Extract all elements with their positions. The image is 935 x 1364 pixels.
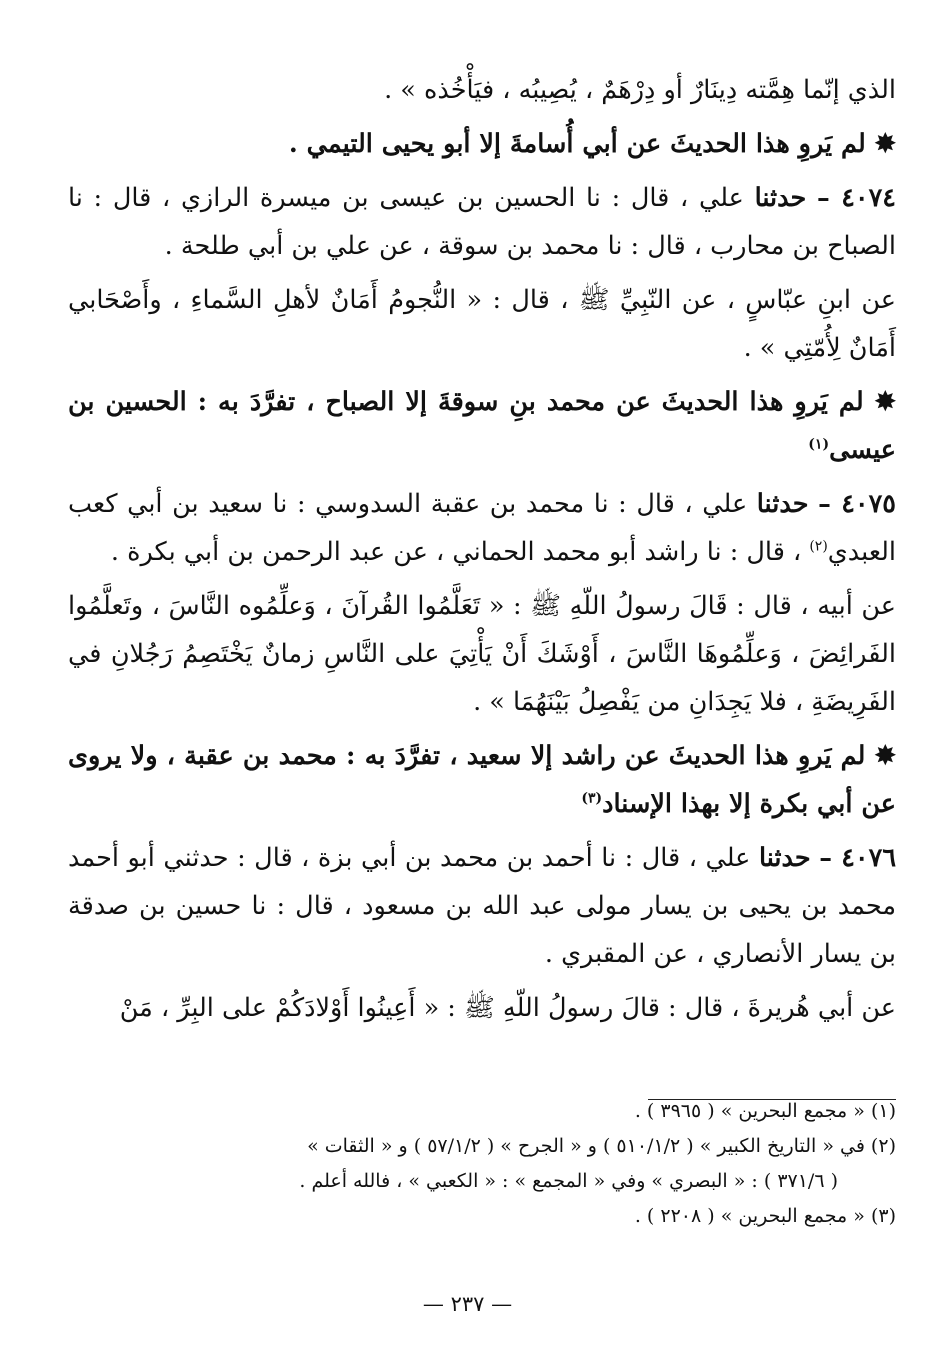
editor-note-text: لم يَروِ هذا الحديثَ عن راشد إلا سعيد ، تفرَّدَ به : محمد بن عقبة ، ولا يروى عن أبي بكرة إلا بهذا الإسناد xyxy=(68,741,896,819)
star-icon: ✸ xyxy=(865,129,896,159)
hadith-number: ٤٠٧٦ – xyxy=(819,843,897,873)
hadith-4075 xyxy=(68,480,896,576)
editor-note-text: لم يَروِ هذا الحديثَ عن محمد بنِ سوقةَ إلا الصباح ، تفرَّدَ به : الحسين بن عيسى xyxy=(68,387,896,465)
hadith-number: ٤٠٧٤ – xyxy=(817,183,897,213)
matn-text: عن ابنِ عبّاسٍ ، عن النّبِيِّ ﷺ ، قال : « النُّجومُ أَمَانٌ لأهلِ السَّماءِ ، وأَصْحَابي أَمَانٌ لِأُمّتِي » . xyxy=(68,285,896,363)
footnote-2-continued: ( ٣٧١/٦ ) : « البصري » وفي « المجمع » : « الكعبي » ، فالله أعلم . xyxy=(299,1170,838,1192)
hadith-number: ٤٠٧٥ – xyxy=(818,489,896,519)
haddathana-label: حدثنا xyxy=(754,183,807,213)
editor-note-text: لم يَروِ هذا الحديثَ عن أبي أُسامةَ إلا أبو يحيى التيمي . xyxy=(288,129,866,159)
footnotes xyxy=(68,1094,896,1234)
star-icon: ✸ xyxy=(865,741,896,771)
continuation-text: الذي إنّما هِمَّته دِينَارٌ أو دِرْهَمٌ ، يُصِيبُه ، فيَأْخُذه » . xyxy=(384,75,896,105)
hadith-4075-matn xyxy=(68,582,896,726)
hadith-4074-matn xyxy=(68,276,896,372)
isnad-text: علي ، قال : نا الحسين بن عيسى بن ميسرة الرازي ، قال : نا الصباح بن محارب ، قال : نا محمد بن سوقة ، عن علي بن أبي طلحة . xyxy=(68,183,896,261)
page-body xyxy=(68,66,896,1038)
haddathana-label: حدثنا xyxy=(758,843,811,873)
editor-note xyxy=(68,732,896,828)
isnad-text-continued: ، قال : نا راشد أبو محمد الحماني ، عن عبد الرحمن بن أبي بكرة . xyxy=(110,537,802,567)
star-icon: ✸ xyxy=(863,387,896,417)
matn-text: عن أبيه ، قال : قَالَ رسولُ اللّهِ ﷺ : « تَعَلَّمُوا القُرآنَ ، وَعلِّمُوه النَّاسَ ، وتَعلَّمُوا الفَرائِضَ ، وَعلِّمُوهَا النَّاسَ ، أَوْشَكَ أَنْ يَأْتِيَ على النَّاسِ زمانٌ يَخْتَصِمُ رَجُلانِ في الفَرِيضَةِ ، فلا يَجِدَانِ من يَفْصِلُ بَيْنَهُمَا » . xyxy=(68,591,896,717)
page-number: — ٢٣٧ — xyxy=(422,1292,513,1316)
footnote-ref: (٢) xyxy=(809,538,828,555)
editor-note xyxy=(68,120,896,168)
continuation-line xyxy=(68,66,896,114)
haddathana-label: حدثنا xyxy=(756,489,809,519)
hadith-4076 xyxy=(68,834,896,978)
matn-text: عن أبي هُريرةَ ، قال : قالَ رسولُ اللّهِ ﷺ : « أَعِينُوا أَوْلادَكُمْ على البِرِّ ، مَنْ xyxy=(119,993,896,1023)
isnad-text: علي ، قال : نا أحمد بن محمد بن أبي بزة ، قال : حدثني أبو أحمد محمد بن يحيى بن يسار مولى عبد الله بن مسعود ، قال : نا حسين بن صدقة بن يسار الأنصاري ، عن المقبري . xyxy=(68,843,896,969)
hadith-4076-matn xyxy=(68,984,896,1032)
footnote-ref: (٣) xyxy=(581,790,603,807)
footnote-ref: (١) xyxy=(808,436,830,453)
footnote-1: (١) « مجمع البحرين » ( ٣٩٦٥ ) . xyxy=(634,1100,896,1122)
footnote-3: (٣) « مجمع البحرين » ( ٢٢٠٨ ) . xyxy=(634,1205,896,1227)
footnote-2: (٢) في « التاريخ الكبير » ( ٥١٠/١/٢ ) و « الجرح » ( ٥٧/١/٢ ) و « الثقات » xyxy=(307,1135,896,1157)
isnad-text: علي ، قال : نا محمد بن عقبة السدوسي : نا سعيد بن أبي كعب العبدي xyxy=(68,489,896,567)
hadith-4074 xyxy=(68,174,896,270)
editor-note xyxy=(68,378,896,474)
